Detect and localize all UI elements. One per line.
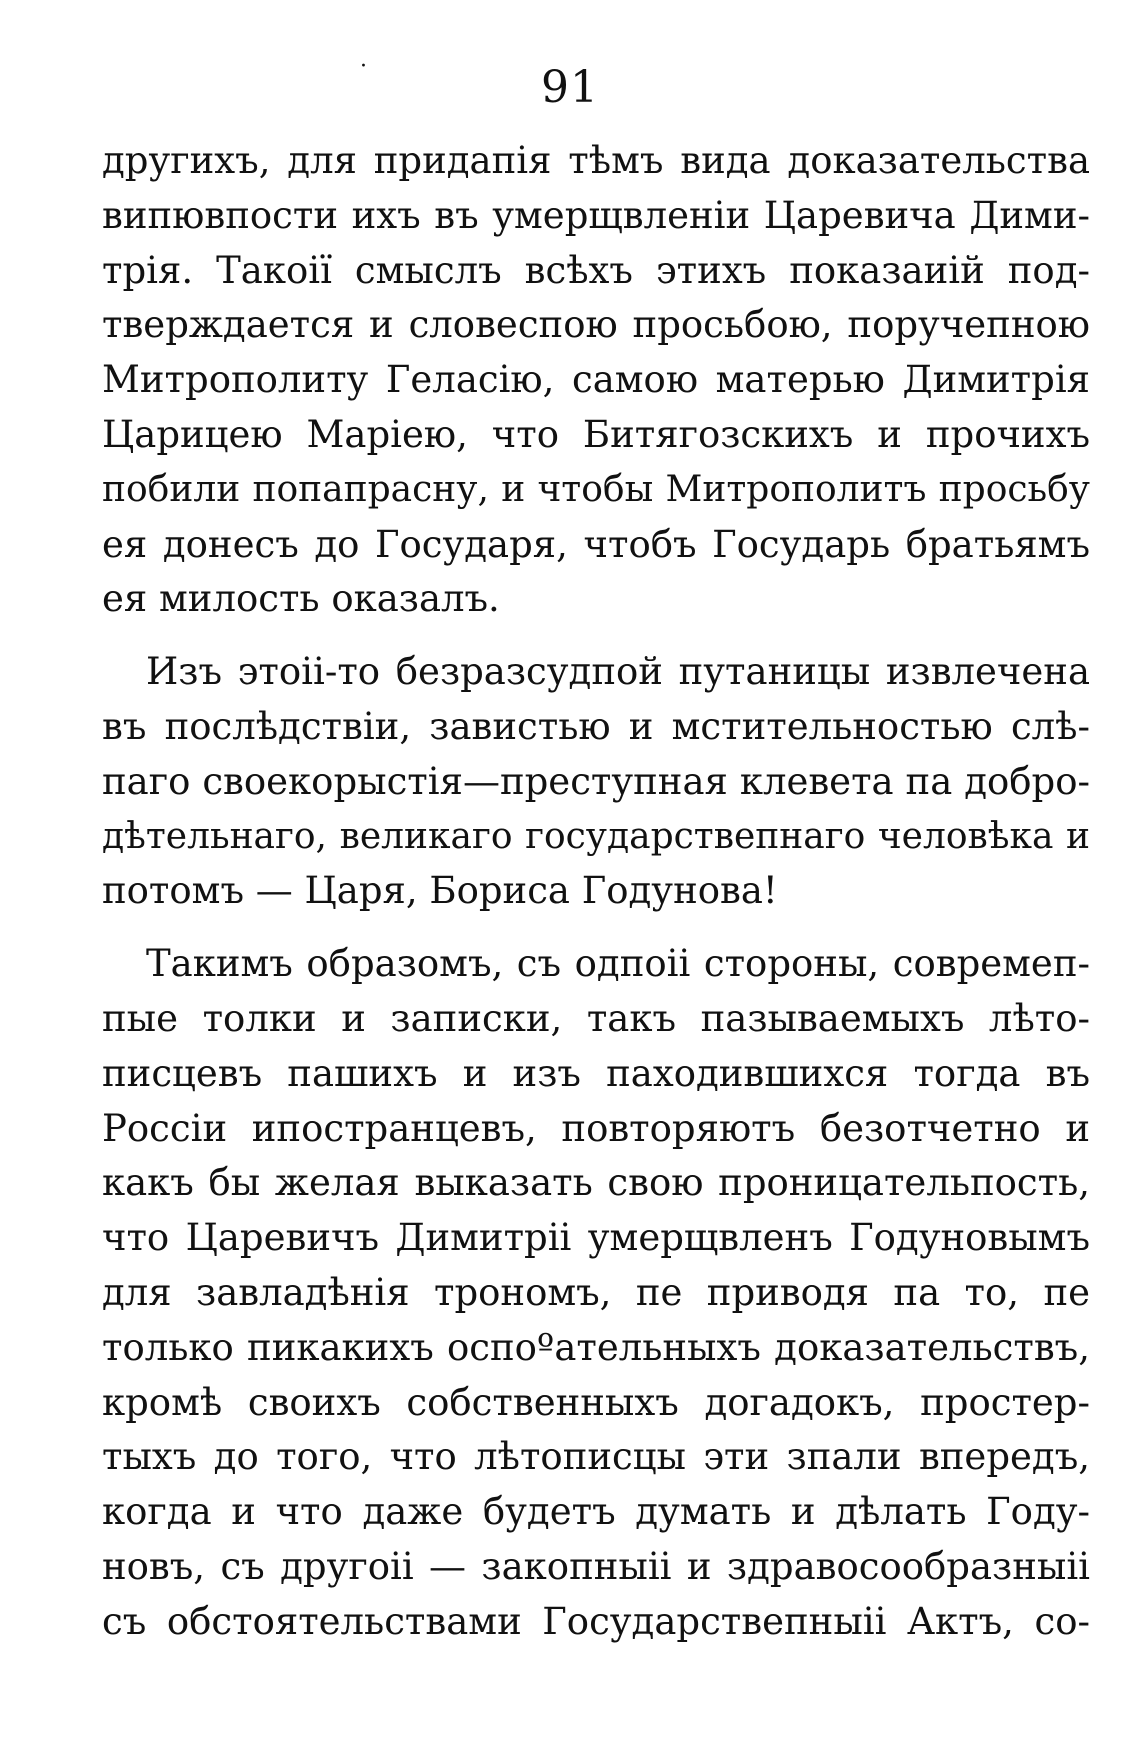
paragraph-gap — [102, 627, 1090, 645]
text-line: ея милость оказалъ. — [102, 577, 500, 621]
text-line: трія. Такоії смыслъ всѣхъ этихъ показаиій под- — [102, 248, 1090, 292]
text-line: випювпости ихъ въ умерщвленіи Царевича Дими- — [102, 193, 1090, 237]
folio-mark: · — [360, 54, 367, 79]
text-line: потомъ — Царя, Бориса Годунова! — [102, 869, 778, 913]
text-line: Царицею Маріею, что Битягозскихъ и прочихъ — [102, 412, 1090, 456]
text-line: какъ бы желая выказать свою проницательпость, — [102, 1161, 1090, 1205]
text-line: Такимъ образомъ, съ одпоіі стороны, совремеп- — [146, 942, 1090, 986]
paragraph-3 — [102, 937, 1090, 1649]
text-line: для завладѣнія трономъ, пе приводя па то, пе — [102, 1270, 1090, 1314]
text-line: въ послѣдствіи, завистью и мстительностью слѣ- — [102, 704, 1090, 748]
paragraph-2 — [102, 645, 1090, 919]
text-line: когда и что даже будетъ думать и дѣлать Году- — [102, 1490, 1090, 1534]
text-line: тыхъ до того, что лѣтописцы эти зпали впередъ, — [102, 1435, 1090, 1479]
text-line: Россіи ипостранцевъ, повторяютъ безотчетно и — [102, 1106, 1090, 1150]
text-body — [102, 134, 1090, 1650]
text-line: съ обстоятельствами Государствепныіі Актъ, со- — [102, 1599, 1090, 1643]
text-line: пые толки и записки, такъ пазываемыхъ лѣто- — [102, 996, 1090, 1040]
text-line: паго своекорыстія—преступная клевета па добро- — [102, 759, 1090, 803]
page-number: 91 — [541, 62, 599, 113]
text-line: писцевъ пашихъ и изъ паходившихся тогда въ — [102, 1051, 1090, 1095]
text-line: что Царевичъ Димитріі умерщвленъ Годуновымъ — [102, 1216, 1090, 1260]
paragraph-gap — [102, 919, 1090, 937]
text-line: Митрополиту Геласію, самою матерью Димитрія — [102, 358, 1090, 402]
text-line: новъ, съ другоіі — закопныіі и здравосообразныіі — [102, 1544, 1090, 1588]
text-line: кромѣ своихъ собственныхъ догадокъ, простер- — [102, 1380, 1090, 1424]
text-line: только пикакихъ оспоºательныхъ доказательствъ, — [102, 1325, 1090, 1369]
text-line: Изъ этоіі-то безразсудпой путаницы извлечена — [146, 650, 1090, 694]
text-line: побили попапрасну, и чтобы Митрополитъ просьбу — [102, 468, 1090, 510]
text-line: другихъ, для придапія тѣмъ вида доказательства — [102, 139, 1090, 182]
text-line: дѣтельнаго, великаго государствепнаго человѣка и — [102, 815, 1090, 857]
text-line: ея донесъ до Государя, чтобъ Государь братьямъ — [102, 522, 1090, 566]
paragraph-1 — [102, 134, 1090, 627]
text-line: тверждается и словеспою просьбою, поручепною — [102, 303, 1090, 347]
